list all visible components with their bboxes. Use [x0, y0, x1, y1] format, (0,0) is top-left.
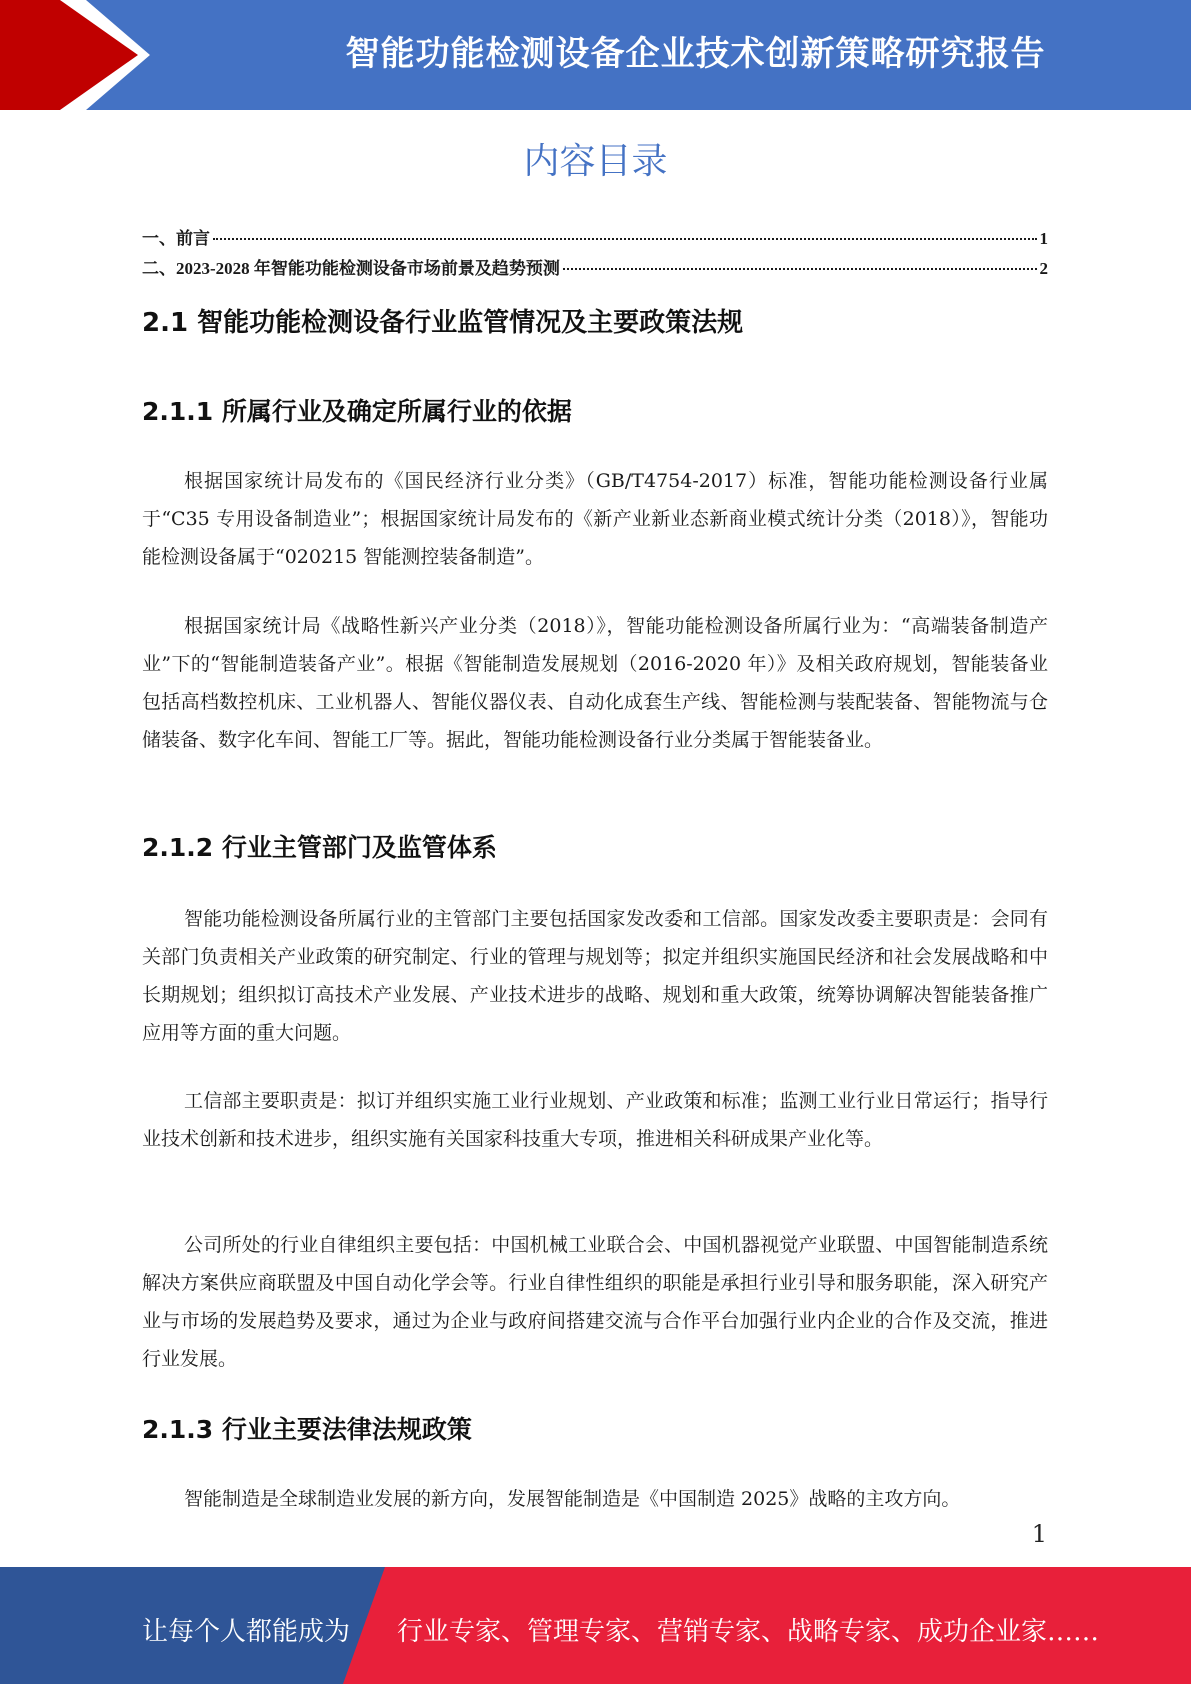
toc-entry-preface[interactable]: [142, 224, 1048, 254]
paragraph: 公司所处的行业自律组织主要包括：中国机械工业联合会、中国机器视觉产业联盟、中国智能制造系统解决方案供应商联盟及中国自动化学会等。行业自律性组织的职能是承担行业引导和服务职能，深入研究产业与市场的发展趋势及要求，通过为企业与政府间搭建交流与合作平台加强行业内企业的合作及交流，推进行业发展。: [142, 1234, 1048, 1370]
toc-entry-label: 一、前言: [142, 229, 210, 248]
section-heading-2-1: 2.1 智能功能检测设备行业监管情况及主要政策法规: [142, 308, 744, 338]
toc-entry-label: 二、2023-2028 年智能功能检测设备市场前景及趋势预测: [142, 259, 560, 278]
paragraph: 根据国家统计局《战略性新兴产业分类（2018）》，智能功能检测设备所属行业为：“高端装备制造产业”下的“智能制造装备产业”。根据《智能制造发展规划（2016-2020 年）》及相关政府规划，智能装备业包括高档数控机床、工业机器人、智能仪器仪表、自动化成套生产线、智能检测与装配装备、智能物流与仓储装备、数字化车间、智能工厂等。据此，智能功能检测设备行业分类属于智能装备业。: [142, 615, 1048, 751]
section-heading-2-1-1: 2.1.1 所属行业及确定所属行业的依据: [142, 397, 572, 426]
toc-leader-dots: [213, 238, 1037, 240]
footer-banner: [0, 1567, 1191, 1684]
toc-heading: 内容目录: [523, 141, 668, 182]
toc-entry-page: 1: [1039, 229, 1048, 248]
section-heading-2-1-2: 2.1.2 行业主管部门及监管体系: [142, 833, 497, 862]
toc-leader-dots: [563, 268, 1037, 270]
section-heading-2-1-3: 2.1.3 行业主要法律法规政策: [142, 1415, 472, 1444]
paragraph: 工信部主要职责是：拟订并组织实施工业行业规划、产业政策和标准；监测工业行业日常运行；指导行业技术创新和技术进步，组织实施有关国家科技重大专项，推进相关科研成果产业化等。: [142, 1090, 1048, 1150]
paragraph: 智能功能检测设备所属行业的主管部门主要包括国家发改委和工信部。国家发改委主要职责是：会同有关部门负责相关产业政策的研究制定、行业的管理与规划等；拟定并组织实施国民经济和社会发展战略和中长期规划；组织拟订高技术产业发展、产业技术进步的战略、规划和重大政策，统筹协调解决智能装备推广应用等方面的重大问题。: [142, 908, 1048, 1044]
table-of-contents: [142, 224, 1048, 284]
toc-entry-page: 2: [1039, 259, 1048, 278]
footer-slogan-left: 让每个人都能成为: [142, 1617, 351, 1647]
footer-slogan-right: 行业专家、管理专家、营销专家、战略专家、成功企业家……: [397, 1617, 1100, 1647]
toc-entry-market-forecast[interactable]: [142, 254, 1048, 284]
header-banner: [0, 0, 1191, 110]
page-number: 1: [1031, 1520, 1047, 1548]
paragraph: 根据国家统计局发布的《国民经济行业分类》（GB/T4754-2017）标准，智能功能检测设备行业属于“C35 专用设备制造业”；根据国家统计局发布的《新产业新业态新商业模式统计分类（2018）》，智能功能检测设备属于“020215 智能测控装备制造”。: [142, 470, 1048, 568]
report-title: 智能功能检测设备企业技术创新策略研究报告: [345, 34, 1046, 74]
paragraph: 智能制造是全球制造业发展的新方向，发展智能制造是《中国制造 2025》战略的主攻方向。: [184, 1488, 961, 1510]
